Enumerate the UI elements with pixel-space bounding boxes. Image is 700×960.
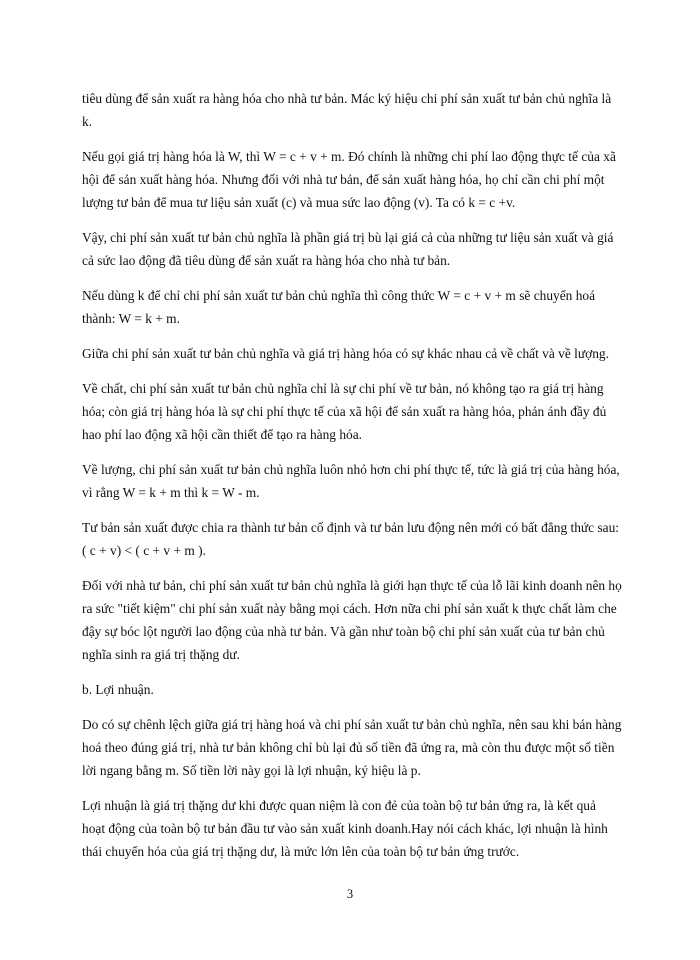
page-number: 3 bbox=[346, 887, 354, 901]
paragraph-quantity-difference: Về lượng, chi phí sản xuất tư bản chủ nghĩa luôn nhỏ hơn chi phí thực tế, tức là giá trị của hàng hóa, vì rằng W = k + m thì k = W - m. bbox=[82, 462, 620, 500]
page-body bbox=[82, 87, 622, 875]
paragraph-formula-transform: Nếu dùng k để chỉ chi phí sản xuất tư bản chủ nghĩa thì công thức W = c + v + m sẽ chuyển hoá thành: W = k + m. bbox=[82, 288, 596, 326]
paragraph-commodity-value: Nếu gọi giá trị hàng hóa là W, thì W = c + v + m. Đó chính là những chi phí lao động thực tế của xã hội để sản xuất hàng hóa. Nhưng đối với nhà tư bản, để sản xuất hàng hóa, họ chỉ cần chi phí một lượng tư bản để mua tư liệu sản xuất (c) và mua sức lao động (v). Ta có k = c +v. bbox=[82, 149, 616, 210]
paragraph-difference-intro: Giữa chi phí sản xuất tư bản chủ nghĩa và giá trị hàng hóa có sự khác nhau cả về chất và về lượng. bbox=[82, 346, 609, 361]
paragraph-inequality: Tư bản sản xuất được chia ra thành tư bản cố định và tư bản lưu động nên mới có bất đẳng thức sau: ( c + v) < ( c + v + m ). bbox=[82, 520, 620, 558]
paragraph-cost-definition: Vậy, chi phí sản xuất tư bản chủ nghĩa là phần giá trị bù lại giá cả của những tư liệu sản xuất và giá cả sức lao động đã tiêu dùng để sản xuất ra hàng hóa cho nhà tư bản. bbox=[82, 230, 614, 268]
paragraph-capitalist-saving: Đối với nhà tư bản, chi phí sản xuất tư bản chủ nghĩa là giới hạn thực tế của lỗ lãi kinh doanh nên họ ra sức "tiết kiệm" chi phí sản xuất này bằng mọi cách. Hơn nữa chi phí sản xuất k thực chất làm che đậy sự bóc lột người lao động của nhà tư bản. Và gần như toàn bộ chi phí sản xuất của tư bản chủ nghĩa sinh ra giá trị thặng dư. bbox=[82, 578, 622, 662]
paragraph-profit-origin: Do có sự chênh lệch giữa giá trị hàng hoá và chi phí sản xuất tư bản chủ nghĩa, nên sau khi bán hàng hoá theo đúng giá trị, nhà tư bản không chỉ bù lại đủ số tiền đã ứng ra, mà còn thu được một số tiền lời ngang bằng m. Số tiền lời này gọi là lợi nhuận, ký hiệu là p. bbox=[82, 717, 622, 778]
paragraph-cost-symbol: tiêu dùng để sản xuất ra hàng hóa cho nhà tư bản. Mác ký hiệu chi phí sản xuất tư bản chủ nghĩa là k. bbox=[82, 91, 612, 129]
section-heading-profit: b. Lợi nhuận. bbox=[82, 682, 154, 697]
paragraph-profit-definition: Lợi nhuận là giá trị thặng dư khi được quan niệm là con đẻ của toàn bộ tư bản ứng ra, là kết quả hoạt động của toàn bộ tư bản đầu tư vào sản xuất kinh doanh.Hay nói cách khác, lợi nhuận là hình thái chuyển hóa của giá trị thặng dư, là mức lớn lên của toàn bộ tư bản ứng trước. bbox=[82, 798, 608, 859]
paragraph-quality-difference: Về chất, chi phí sản xuất tư bản chủ nghĩa chỉ là sự chi phí về tư bản, nó không tạo ra giá trị hàng hóa; còn giá trị hàng hóa là sự chi phí thực tế của xã hội để sản xuất ra hàng hóa, phản ánh đầy đủ hao phí lao động xã hội cần thiết để tạo ra hàng hóa. bbox=[82, 381, 607, 442]
